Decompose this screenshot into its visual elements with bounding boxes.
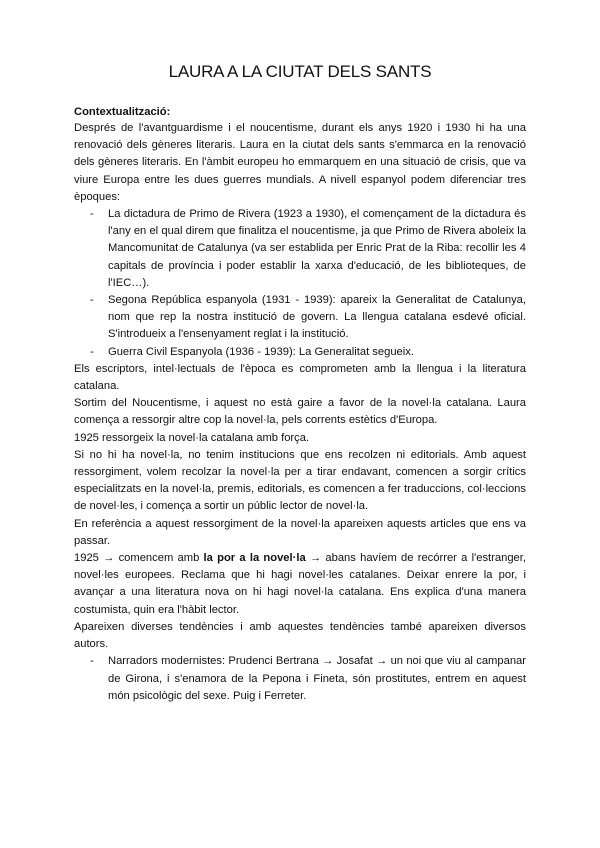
intro-paragraph: Després de l'avantguardisme i el noucentisme, durant els anys 1920 i 1930 hi ha una renovació dels gèneres literaris. Laura en la ciutat dels sants s'emmarca en la renovació dels gèneres literaris. En l'àmbit europeu ho emmarquem en una situació de crisis, que va viure Europa entre les dues guerres mundials. A nivell espanyol podem diferenciar tres èpoques:	[74, 122, 526, 203]
section-heading: Contextualització:	[74, 106, 171, 118]
paragraph-1925: 1925 ressorgeix la novel·la catalana amb força.	[74, 431, 310, 444]
paragraph-noucentisme: Sortim del Noucentisme, i aquest no està gaire a favor de la novel·la catalana. Laura comença a ressorgir altre cop la novel·la, pels corrents estètics d'Europa.	[74, 397, 526, 427]
epochs-list	[74, 206, 526, 361]
por-bold-phrase: la por a la novel·la	[203, 552, 306, 565]
paragraph-institutions: Si no hi ha novel·la, no tenim institucions que ens recolzen ni editorials. Amb aquest ressorgiment, volem recolzar la novel·la per a tirar endavant, comencen a sorgir crítics especialitzats en la novel·la, premis, editorials, es comencen a fer traduccions, col·leccions de novel·les, i comença a sortir un públic lector de novel·la.	[74, 448, 526, 513]
document-title: LAURA A LA CIUTAT DELS SANTS	[168, 62, 432, 81]
paragraph-writers: Els escriptors, intel·lectuals de l'època es comprometen amb la llengua i la literatura catalana.	[74, 362, 526, 393]
por-text-after: → abans havíem de recórrer a l'estranger, novel·les europees. Reclama que hi hagi novel·les catalanes. Deixar enrere la por, i avançar a una literatura nova on hi hagi novel·la catalana. Ens explica d'una manera costumista, quin era l'hàbit lector.	[74, 552, 526, 616]
list-item: - Guerra Civil Espanyola (1936 - 1939): La Generalitat segueix.	[74, 344, 526, 361]
list-item: - Segona República espanyola (1931 - 1939): apareix la Generalitat de Catalunya, nom que rep la nostra institució de govern. La llengua catalana esdevé oficial. S'introdueix a l'ensenyament reglat i la institució.	[74, 292, 526, 344]
paragraph-articles: En referència a aquest ressorgiment de la novel·la apareixen aquests articles que ens va passar.	[74, 517, 526, 547]
paragraph-por-novella	[74, 550, 526, 619]
authors-list	[74, 653, 526, 705]
list-item: - Narradors modernistes: Prudenci Bertrana → Josafat → un noi que viu al campanar de Girona, i s'enamora de la Pepona i Fineta, són prostitutes, entrem en aquest món psicològic del sexe. Puig i Ferreter.	[74, 653, 526, 705]
document-page	[74, 62, 526, 705]
por-text-before: 1925 → comencem amb	[74, 552, 204, 565]
paragraph-tendencies: Apareixen diverses tendències i amb aquestes tendències també apareixen diversos autors.	[74, 620, 526, 651]
list-item: - La dictadura de Primo de Rivera (1923 a 1930), el començament de la dictadura és l'any en el qual direm que finalitza el noucentisme, ja que Primo de Rivera aboleix la Mancomunitat de Catalunya (va ser establida per Enric Prat de la Riba: recollir les 4 capitals de província i poder establir la xarxa d'educació, de les biblioteques, de l'IEC…).	[74, 206, 526, 292]
